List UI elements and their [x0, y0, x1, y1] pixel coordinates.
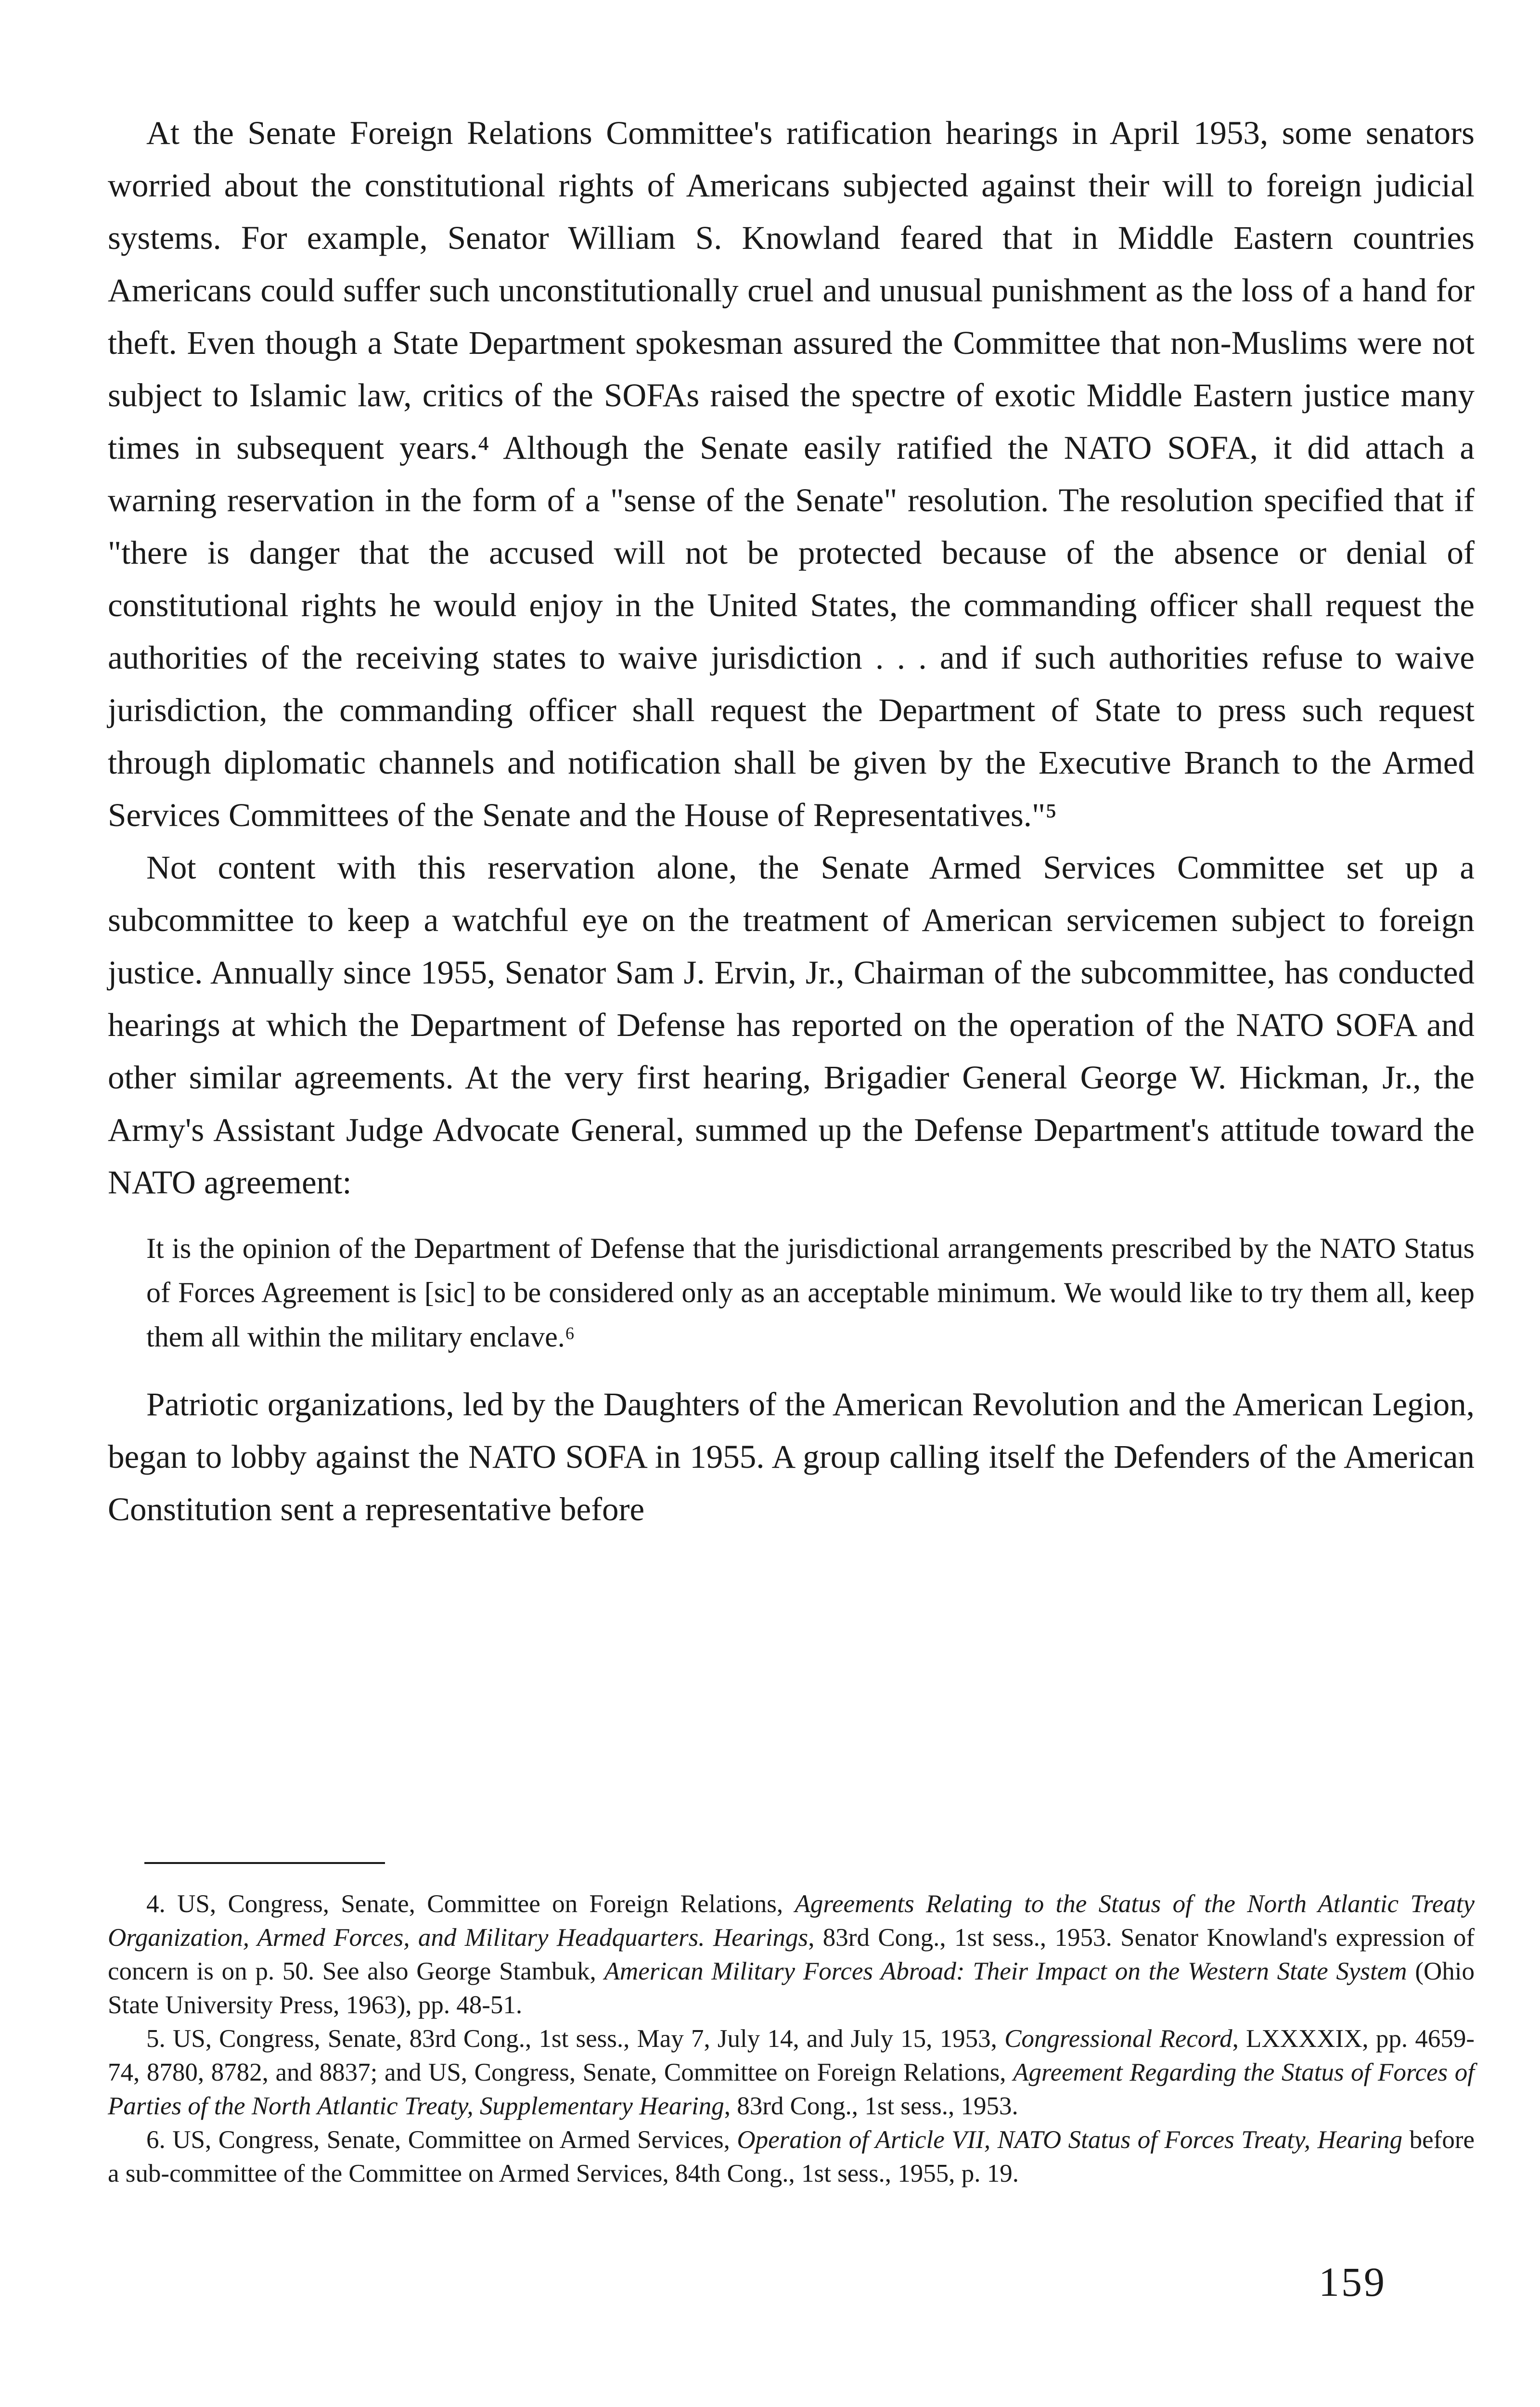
footnote-4: 4. US, Congress, Senate, Committee on Foreign Relations, Agreements Relating to the Status of the North Atlantic Treaty Organization, Armed Forces, and Military Headquarters. Hearings, 83rd Cong., 1st sess., 1953. Senator Knowland's expression of concern is on p. 50. See also George Stambuk, American Military Forces Abroad: Their Impact on the Western State System (Ohio State University Press, 1963), pp. 48-51. — [108, 1890, 1475, 2019]
paragraph-3: Patriotic organizations, led by the Daughters of the American Revolution and the American Legion, began to lobby against the NATO SOFA in 1955. A group calling itself the Defenders of the American Constitution sent a representative before — [108, 1386, 1475, 1527]
footnotes — [108, 1887, 1475, 2190]
page-number: 159 — [1319, 2259, 1386, 2305]
main-text — [108, 107, 1475, 1536]
footnote-6: 6. US, Congress, Senate, Committee on Armed Services, Operation of Article VII, NATO Status of Forces Treaty, Hearing before a sub-committee of the Committee on Armed Services, 84th Cong., 1st sess., 1955, p. 19. — [108, 2126, 1475, 2187]
paragraph-1: At the Senate Foreign Relations Committee's ratification hearings in April 1953, some senators worried about the constitutional rights of Americans subjected against their will to foreign judicial systems. For example, Senator William S. Knowland feared that in Middle Eastern countries Americans could suffer such unconstitutionally cruel and unusual punishment as the loss of a hand for theft. Even though a State Department spokesman assured the Committee that non-Muslims were not subject to Islamic law, critics of the SOFAs raised the spectre of exotic Middle Eastern justice many times in subsequent years.⁴ Although the Senate easily ratified the NATO SOFA, it did attach a warning reservation in the form of a "sense of the Senate" resolution. The resolution specified that if "there is danger that the accused will not be protected because of the absence or denial of constitutional rights he would enjoy in the United States, the commanding officer shall request the authorities of the receiving states to waive jurisdiction . . . and if such authorities refuse to waive jurisdiction, the commanding officer shall request the Department of State to press such request through diplomatic channels and notification shall be given by the Executive Branch to the Armed Services Committees of the Senate and the House of Representatives."⁵ — [108, 115, 1475, 833]
block-quote: It is the opinion of the Department of Defense that the jurisdictional arrangements prescribed by the NATO Status of Forces Agreement is [sic] to be considered only as an acceptable minimum. We would like to try them all, keep them all within the military enclave.⁶ — [146, 1232, 1475, 1353]
paragraph-2: Not content with this reservation alone, the Senate Armed Services Committee set up a subcommittee to keep a watchful eye on the treatment of American servicemen subject to foreign justice. Annually since 1955, Senator Sam J. Ervin, Jr., Chairman of the subcommittee, has conducted hearings at which the Department of Defense has reported on the operation of the NATO SOFA and other similar agreements. At the very first hearing, Brigadier General George W. Hickman, Jr., the Army's Assistant Judge Advocate General, summed up the Defense Department's attitude toward the NATO agreement: — [108, 849, 1475, 1201]
footnote-divider — [144, 1862, 385, 1864]
footnote-5: 5. US, Congress, Senate, 83rd Cong., 1st sess., May 7, July 14, and July 15, 1953, Congressional Record, LXXXXIX, pp. 4659-74, 8780, 8782, and 8837; and US, Congress, Senate, Committee on Foreign Relations, Agreement Regarding the Status of Forces of Parties of the North Atlantic Treaty, Supplementary Hearing, 83rd Cong., 1st sess., 1953. — [108, 2025, 1475, 2120]
